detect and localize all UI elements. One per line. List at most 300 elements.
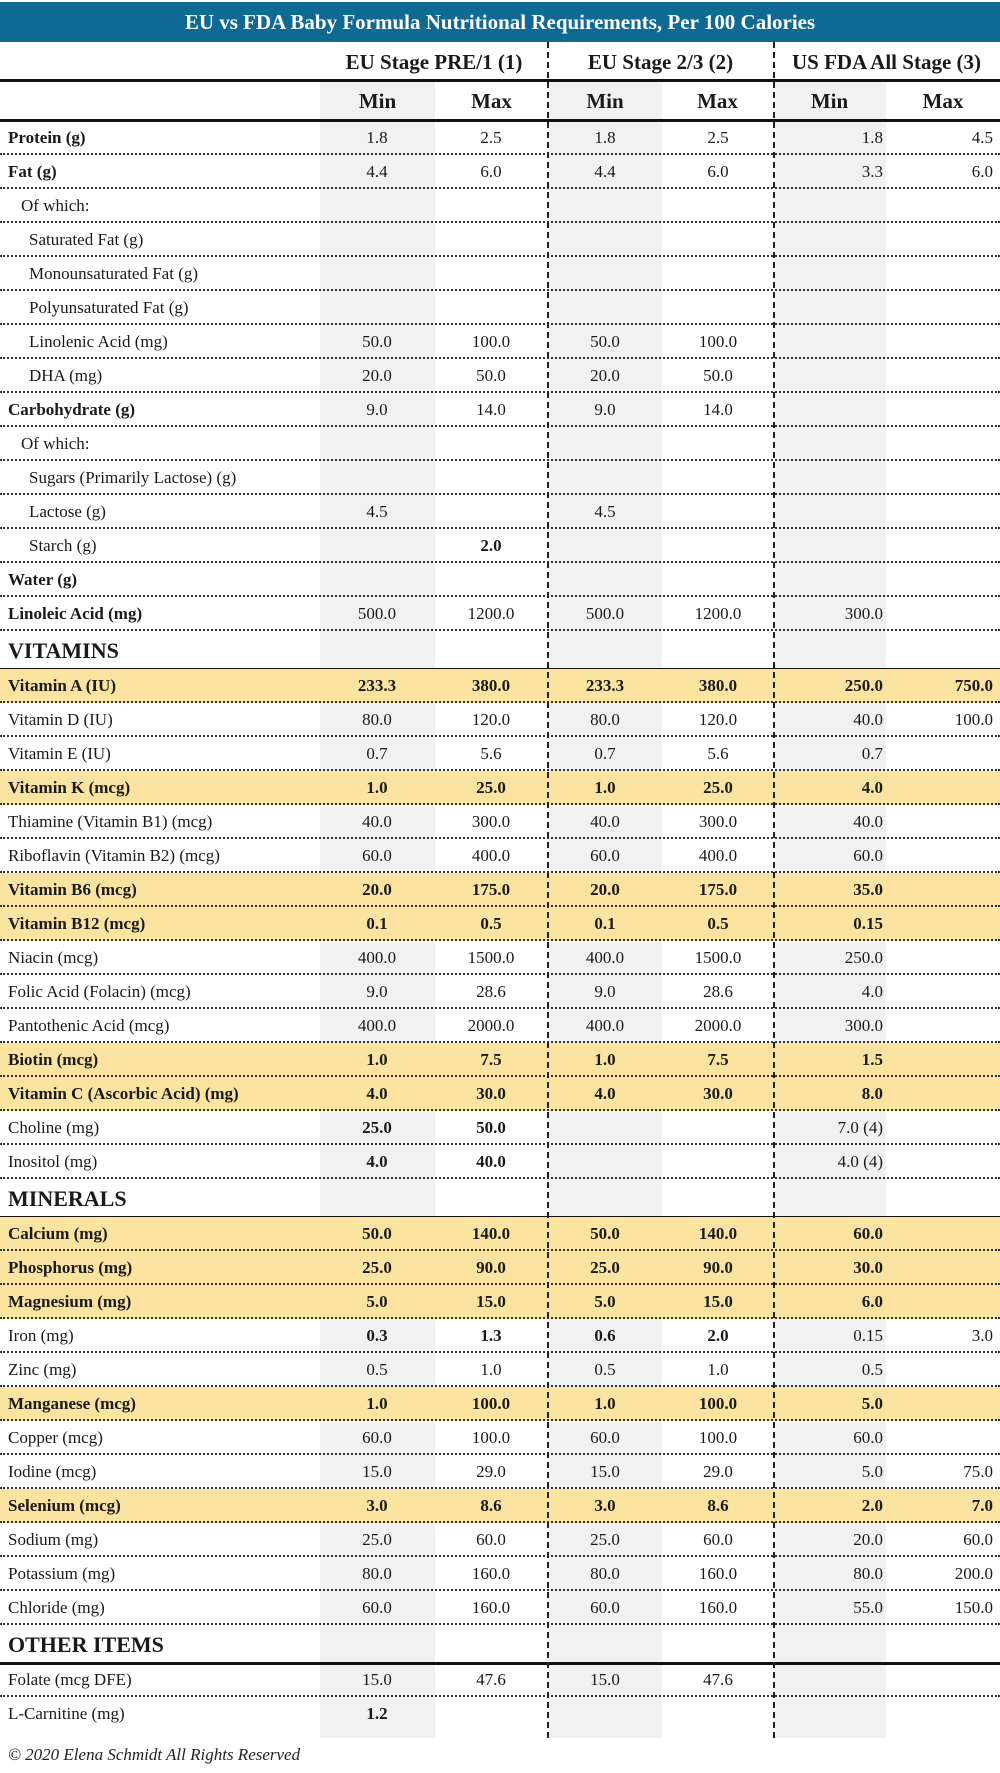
table-row xyxy=(0,393,1000,427)
subheader-min-eu1: Min xyxy=(358,89,397,113)
table-row xyxy=(0,597,1000,631)
subheader-min-fda: Min xyxy=(810,89,849,113)
value-eu2-max: 1200.0 xyxy=(694,604,742,623)
value-eu1-max: 60.0 xyxy=(476,1530,506,1549)
value-eu2-min xyxy=(548,257,662,289)
value-eu1-min xyxy=(320,631,434,669)
value-fda-max xyxy=(885,805,993,837)
value-eu2-min: 4.5 xyxy=(594,502,616,521)
table-row xyxy=(0,669,1000,703)
value-fda-min xyxy=(773,359,883,391)
table-row xyxy=(0,1319,1000,1353)
value-eu1-min: 15.0 xyxy=(362,1670,392,1689)
table-row xyxy=(0,1043,1000,1077)
value-fda-min xyxy=(773,563,883,595)
value-eu2-max: 30.0 xyxy=(703,1084,733,1103)
value-eu1-max: 160.0 xyxy=(471,1564,511,1583)
table-row xyxy=(0,1663,1000,1697)
value-eu2-max: 140.0 xyxy=(698,1224,738,1243)
nutrient-label: L-Carnitine (mg) xyxy=(8,1704,125,1723)
nutrient-label: Polyunsaturated Fat (g) xyxy=(29,298,189,317)
value-eu2-min: 25.0 xyxy=(590,1530,620,1549)
nutrient-label: Calcium (mg) xyxy=(8,1224,108,1243)
value-fda-min: 4.0 (4) xyxy=(837,1152,883,1171)
value-fda-max xyxy=(885,771,993,803)
subheader-max-eu1: Max xyxy=(471,89,512,113)
value-eu1-max: 100.0 xyxy=(471,1394,511,1413)
table-row xyxy=(0,1251,1000,1285)
value-eu1-max: 2.0 xyxy=(480,536,502,555)
value-eu1-min: 60.0 xyxy=(362,1428,392,1447)
value-eu2-min xyxy=(548,563,662,595)
value-eu2-min: 50.0 xyxy=(590,332,620,351)
value-eu1-max: 1.0 xyxy=(480,1360,502,1379)
table-row xyxy=(0,1217,1000,1251)
value-eu1-max: 120.0 xyxy=(471,710,511,729)
value-eu1-min: 1.0 xyxy=(366,1050,388,1069)
value-fda-max: 100.0 xyxy=(954,710,993,729)
nutrient-label: Chloride (mg) xyxy=(8,1598,105,1617)
nutrient-label: Thiamine (Vitamin B1) (mcg) xyxy=(8,812,213,831)
value-eu1-min xyxy=(320,461,434,493)
value-eu1-min: 20.0 xyxy=(362,366,392,385)
value-fda-max xyxy=(885,563,993,595)
table-row xyxy=(0,529,1000,563)
value-eu1-min: 4.5 xyxy=(366,502,388,521)
value-eu1-min: 5.0 xyxy=(366,1292,388,1311)
value-fda-min xyxy=(773,529,883,561)
value-eu2-max xyxy=(661,427,775,459)
nutrient-label: Inositol (mg) xyxy=(8,1152,98,1171)
value-fda-min: 3.3 xyxy=(861,162,883,181)
value-eu1-min: 4.0 xyxy=(366,1152,388,1171)
value-eu2-max xyxy=(661,223,775,255)
value-eu1-min: 4.0 xyxy=(366,1084,388,1103)
value-eu1-max xyxy=(434,427,548,459)
value-eu2-min: 80.0 xyxy=(590,1564,620,1583)
value-fda-max xyxy=(885,1077,993,1109)
table-row xyxy=(0,1697,1000,1731)
value-eu2-max: 400.0 xyxy=(698,846,738,865)
value-fda-max xyxy=(885,1009,993,1041)
value-eu1-max xyxy=(434,1625,548,1663)
value-eu2-max xyxy=(661,1697,775,1729)
nutrient-label: Selenium (mcg) xyxy=(8,1496,121,1515)
value-fda-max xyxy=(885,907,993,939)
value-fda-min: 1.8 xyxy=(861,128,883,147)
value-fda-max xyxy=(885,1217,993,1249)
value-eu1-max: 29.0 xyxy=(476,1462,506,1481)
group-header-us-fda: US FDA All Stage (3) xyxy=(792,50,981,74)
value-eu2-max: 300.0 xyxy=(698,812,738,831)
table-row xyxy=(0,1111,1000,1145)
nutrient-label: Potassium (mg) xyxy=(8,1564,116,1583)
value-eu2-max: 2000.0 xyxy=(694,1016,742,1035)
value-fda-min: 8.0 xyxy=(861,1084,883,1103)
value-fda-min xyxy=(773,291,883,323)
value-eu1-max: 50.0 xyxy=(476,1118,506,1137)
value-fda-max: 7.0 xyxy=(971,1496,993,1515)
value-fda-min: 0.7 xyxy=(861,744,883,763)
value-eu2-min: 5.0 xyxy=(594,1292,616,1311)
value-eu1-min: 80.0 xyxy=(362,1564,392,1583)
value-eu2-min xyxy=(548,461,662,493)
value-eu1-min: 50.0 xyxy=(362,332,392,351)
value-fda-max xyxy=(885,1387,993,1419)
value-fda-min: 55.0 xyxy=(853,1598,883,1617)
value-fda-max xyxy=(885,1285,993,1317)
value-fda-max: 750.0 xyxy=(954,676,993,695)
value-eu2-min: 50.0 xyxy=(590,1224,620,1243)
value-eu2-min xyxy=(548,223,662,255)
section-header-row xyxy=(0,1179,1000,1217)
nutrient-label: Vitamin B12 (mcg) xyxy=(8,914,146,933)
nutrient-label: Magnesium (mg) xyxy=(8,1292,132,1311)
value-eu1-min: 0.1 xyxy=(366,914,388,933)
table-row xyxy=(0,427,1000,461)
value-fda-min: 30.0 xyxy=(853,1258,883,1277)
value-fda-min: 60.0 xyxy=(853,1224,883,1243)
nutrient-label: DHA (mg) xyxy=(29,366,103,385)
value-eu2-min: 500.0 xyxy=(585,604,625,623)
value-eu1-min: 4.4 xyxy=(366,162,388,181)
value-eu1-min: 40.0 xyxy=(362,812,392,831)
value-eu2-max: 100.0 xyxy=(698,1394,738,1413)
value-fda-max xyxy=(885,1043,993,1075)
value-eu2-max xyxy=(661,1145,775,1177)
value-fda-min: 60.0 xyxy=(853,846,883,865)
value-eu1-min: 9.0 xyxy=(366,982,388,1001)
value-eu1-min: 400.0 xyxy=(357,948,397,967)
value-fda-min: 60.0 xyxy=(853,1428,883,1447)
value-eu2-min: 0.7 xyxy=(594,744,616,763)
value-fda-min xyxy=(773,325,883,357)
nutrient-label: Sodium (mg) xyxy=(8,1530,99,1549)
value-fda-min: 5.0 xyxy=(861,1462,883,1481)
value-fda-max: 6.0 xyxy=(971,162,993,181)
table-row xyxy=(0,1455,1000,1489)
value-fda-max xyxy=(885,873,993,905)
table-title: EU vs FDA Baby Formula Nutritional Requirements, Per 100 Calories xyxy=(0,2,1000,42)
value-fda-max xyxy=(885,737,993,769)
value-fda-min: 0.15 xyxy=(853,914,883,933)
value-eu1-min xyxy=(320,427,434,459)
value-fda-max: 3.0 xyxy=(971,1326,993,1345)
nutrient-label: Monounsaturated Fat (g) xyxy=(29,264,199,283)
nutrient-label: Vitamin K (mcg) xyxy=(8,778,131,797)
value-eu2-min: 400.0 xyxy=(585,948,625,967)
table-row xyxy=(0,1145,1000,1179)
table-row xyxy=(0,1557,1000,1591)
table-row xyxy=(0,1353,1000,1387)
value-fda-max xyxy=(885,325,993,357)
value-fda-min: 300.0 xyxy=(844,604,883,623)
value-fda-min: 4.0 xyxy=(861,778,883,797)
value-fda-min: 35.0 xyxy=(853,880,883,899)
value-eu1-min xyxy=(320,291,434,323)
value-eu2-max: 100.0 xyxy=(698,1428,738,1447)
value-eu1-min: 15.0 xyxy=(362,1462,392,1481)
value-eu2-max xyxy=(661,189,775,221)
value-eu2-min: 60.0 xyxy=(590,846,620,865)
value-fda-min: 5.0 xyxy=(861,1394,883,1413)
nutrient-label: Of which: xyxy=(21,196,90,215)
copyright-footer: © 2020 Elena Schmidt All Rights Reserved xyxy=(8,1745,301,1764)
value-fda-min: 250.0 xyxy=(844,948,883,967)
value-eu1-min xyxy=(320,223,434,255)
value-fda-max: 75.0 xyxy=(963,1462,993,1481)
value-eu2-max: 160.0 xyxy=(698,1564,738,1583)
value-eu1-max xyxy=(434,461,548,493)
section-header-row xyxy=(0,631,1000,669)
value-eu2-max: 60.0 xyxy=(703,1530,733,1549)
table-row xyxy=(0,257,1000,291)
value-eu2-max: 29.0 xyxy=(703,1462,733,1481)
table-row xyxy=(0,223,1000,257)
value-eu1-max xyxy=(434,1179,548,1217)
value-fda-min xyxy=(773,223,883,255)
value-fda-max: 4.5 xyxy=(971,128,993,147)
value-fda-max: 200.0 xyxy=(954,1564,993,1583)
value-eu2-min: 9.0 xyxy=(594,400,616,419)
value-eu2-min xyxy=(548,427,662,459)
value-fda-min xyxy=(773,189,883,221)
nutrient-label: Of which: xyxy=(21,434,90,453)
value-fda-max xyxy=(885,1697,993,1729)
table-row xyxy=(0,291,1000,325)
value-fda-max xyxy=(885,393,993,425)
value-eu2-min: 15.0 xyxy=(590,1670,620,1689)
table-row xyxy=(0,1387,1000,1421)
value-eu2-min: 1.0 xyxy=(594,1050,616,1069)
nutrient-label: Folic Acid (Folacin) (mcg) xyxy=(8,982,191,1001)
nutrient-label: Pantothenic Acid (mcg) xyxy=(8,1016,170,1035)
nutrient-label: Linolenic Acid (mg) xyxy=(29,332,168,351)
nutrient-label: Vitamin D (IU) xyxy=(8,710,113,729)
table-row xyxy=(0,907,1000,941)
table-row xyxy=(0,495,1000,529)
value-eu1-max: 40.0 xyxy=(476,1152,506,1171)
value-fda-max xyxy=(885,461,993,493)
value-eu2-min: 60.0 xyxy=(590,1598,620,1617)
nutrient-label: Protein (g) xyxy=(8,128,86,147)
value-eu1-max: 300.0 xyxy=(471,812,511,831)
table-row xyxy=(0,1489,1000,1523)
value-fda-min xyxy=(773,1179,883,1217)
value-eu2-min xyxy=(548,631,662,669)
value-eu1-min: 20.0 xyxy=(362,880,392,899)
table-row xyxy=(0,325,1000,359)
value-eu1-min: 1.0 xyxy=(366,778,388,797)
value-eu1-max xyxy=(434,495,548,527)
value-eu1-max: 380.0 xyxy=(471,676,511,695)
nutrient-label: Riboflavin (Vitamin B2) (mcg) xyxy=(8,846,220,865)
value-eu2-max: 7.5 xyxy=(707,1050,729,1069)
nutrient-label: Phosphorus (mg) xyxy=(8,1258,133,1277)
value-eu2-max: 5.6 xyxy=(707,744,729,763)
value-eu2-min xyxy=(548,1625,662,1663)
value-eu2-max: 14.0 xyxy=(703,400,733,419)
group-header-eu-stage-23: EU Stage 2/3 (2) xyxy=(587,50,734,74)
value-fda-max xyxy=(885,257,993,289)
nutrient-label: Saturated Fat (g) xyxy=(29,230,144,249)
nutrient-label: Carbohydrate (g) xyxy=(8,400,136,419)
value-fda-max xyxy=(885,529,993,561)
group-header-row xyxy=(0,42,1000,79)
value-fda-min: 7.0 (4) xyxy=(837,1118,883,1137)
value-eu2-min: 25.0 xyxy=(590,1258,620,1277)
value-fda-max xyxy=(885,1179,993,1217)
value-fda-max xyxy=(885,1145,993,1177)
value-fda-max xyxy=(885,427,993,459)
value-eu1-max: 2000.0 xyxy=(467,1016,515,1035)
value-eu2-min: 233.3 xyxy=(585,676,625,695)
value-eu2-max: 8.6 xyxy=(707,1496,729,1515)
value-fda-max xyxy=(885,1663,993,1695)
value-eu1-max: 160.0 xyxy=(471,1598,511,1617)
value-eu2-max: 100.0 xyxy=(698,332,738,351)
table-row xyxy=(0,805,1000,839)
value-eu1-min xyxy=(320,1625,434,1663)
subheader-min-eu2: Min xyxy=(586,89,624,113)
value-eu2-max xyxy=(661,1625,775,1663)
value-eu1-max: 50.0 xyxy=(476,366,506,385)
value-eu1-max: 30.0 xyxy=(476,1084,506,1103)
value-fda-max xyxy=(885,941,993,973)
table-row xyxy=(0,941,1000,975)
value-eu2-min xyxy=(548,291,662,323)
value-eu2-min: 3.0 xyxy=(594,1496,616,1515)
table-row xyxy=(0,703,1000,737)
value-eu2-min: 80.0 xyxy=(590,710,620,729)
section-header-row xyxy=(0,1625,1000,1663)
value-eu2-max: 160.0 xyxy=(698,1598,738,1617)
value-eu1-min xyxy=(320,1179,434,1217)
nutrient-label: Linoleic Acid (mg) xyxy=(8,604,143,623)
value-fda-min xyxy=(773,1625,883,1663)
value-eu1-max: 15.0 xyxy=(476,1292,506,1311)
value-eu2-min: 40.0 xyxy=(590,812,620,831)
value-fda-max xyxy=(885,359,993,391)
section-title: VITAMINS xyxy=(8,638,119,663)
value-fda-max xyxy=(885,975,993,1007)
value-eu1-min: 60.0 xyxy=(362,1598,392,1617)
table-row xyxy=(0,563,1000,597)
value-eu1-max: 14.0 xyxy=(476,400,506,419)
value-fda-max xyxy=(885,597,993,629)
nutrient-label: Niacin (mcg) xyxy=(8,948,99,967)
value-eu1-max xyxy=(434,631,548,669)
value-fda-min: 2.0 xyxy=(861,1496,883,1515)
value-eu2-min: 4.4 xyxy=(594,162,616,181)
value-eu2-min: 60.0 xyxy=(590,1428,620,1447)
value-eu2-max: 90.0 xyxy=(703,1258,733,1277)
nutrient-label: Zinc (mg) xyxy=(8,1360,77,1379)
value-eu1-max: 175.0 xyxy=(471,880,511,899)
value-eu1-max: 5.6 xyxy=(480,744,502,763)
value-fda-min: 300.0 xyxy=(844,1016,883,1035)
value-eu2-max xyxy=(661,1179,775,1217)
value-eu2-max: 28.6 xyxy=(703,982,733,1001)
value-eu2-min: 4.0 xyxy=(594,1084,616,1103)
value-eu2-min: 1.0 xyxy=(594,778,616,797)
value-eu1-max: 140.0 xyxy=(471,1224,511,1243)
value-eu1-min: 500.0 xyxy=(357,604,397,623)
table-row xyxy=(0,771,1000,805)
value-eu2-max: 0.5 xyxy=(707,914,729,933)
table-row xyxy=(0,359,1000,393)
value-eu2-max: 6.0 xyxy=(707,162,729,181)
value-eu1-max xyxy=(434,189,548,221)
nutrient-label: Starch (g) xyxy=(29,536,97,555)
table-row xyxy=(0,1285,1000,1319)
value-eu1-max: 8.6 xyxy=(480,1496,502,1515)
value-eu2-max xyxy=(661,1111,775,1143)
value-fda-max: 60.0 xyxy=(963,1530,993,1549)
table-row xyxy=(0,1077,1000,1111)
value-eu1-min: 25.0 xyxy=(362,1530,392,1549)
table-row xyxy=(0,1009,1000,1043)
value-eu2-max: 120.0 xyxy=(698,710,738,729)
value-eu2-max: 2.5 xyxy=(707,128,729,147)
value-fda-min: 4.0 xyxy=(861,982,883,1001)
value-fda-min: 40.0 xyxy=(853,710,883,729)
nutrient-label: Vitamin A (IU) xyxy=(8,676,116,695)
value-eu1-min xyxy=(320,529,434,561)
value-eu2-min xyxy=(548,1111,662,1143)
table-row xyxy=(0,461,1000,495)
value-eu1-max: 90.0 xyxy=(476,1258,506,1277)
value-eu1-max: 6.0 xyxy=(480,162,502,181)
value-eu1-min: 25.0 xyxy=(362,1258,392,1277)
table-row xyxy=(0,839,1000,873)
value-fda-max xyxy=(885,1251,993,1283)
value-eu2-max: 25.0 xyxy=(703,778,733,797)
value-eu1-min: 233.3 xyxy=(357,676,397,695)
value-eu2-min xyxy=(548,189,662,221)
value-fda-min xyxy=(773,1663,883,1695)
value-fda-max xyxy=(885,223,993,255)
table-row xyxy=(0,1421,1000,1455)
table-row xyxy=(0,155,1000,189)
value-eu2-min xyxy=(548,1697,662,1729)
value-fda-min xyxy=(773,461,883,493)
value-eu2-max xyxy=(661,291,775,323)
value-eu2-max: 1500.0 xyxy=(694,948,742,967)
value-fda-max xyxy=(885,189,993,221)
group-divider-1 xyxy=(547,42,549,1738)
nutrient-label: Iodine (mcg) xyxy=(8,1462,97,1481)
subheader-max-eu2: Max xyxy=(697,89,738,113)
table-row xyxy=(0,189,1000,223)
value-eu2-min: 0.1 xyxy=(594,914,616,933)
value-fda-max xyxy=(885,1421,993,1453)
value-eu1-min: 1.0 xyxy=(366,1394,388,1413)
value-eu1-max: 0.5 xyxy=(480,914,502,933)
nutrient-label: Manganese (mcg) xyxy=(8,1394,136,1413)
value-fda-min: 0.5 xyxy=(861,1360,883,1379)
value-eu1-max: 1200.0 xyxy=(467,604,515,623)
value-eu1-max: 28.6 xyxy=(476,982,506,1001)
value-fda-min xyxy=(773,631,883,669)
value-eu1-max: 1.3 xyxy=(480,1326,502,1345)
value-fda-min: 80.0 xyxy=(853,1564,883,1583)
value-eu1-max: 400.0 xyxy=(471,846,511,865)
value-eu1-max: 25.0 xyxy=(476,778,506,797)
value-eu1-max xyxy=(434,1697,548,1729)
value-eu1-max: 1500.0 xyxy=(467,948,515,967)
value-eu1-max xyxy=(434,257,548,289)
